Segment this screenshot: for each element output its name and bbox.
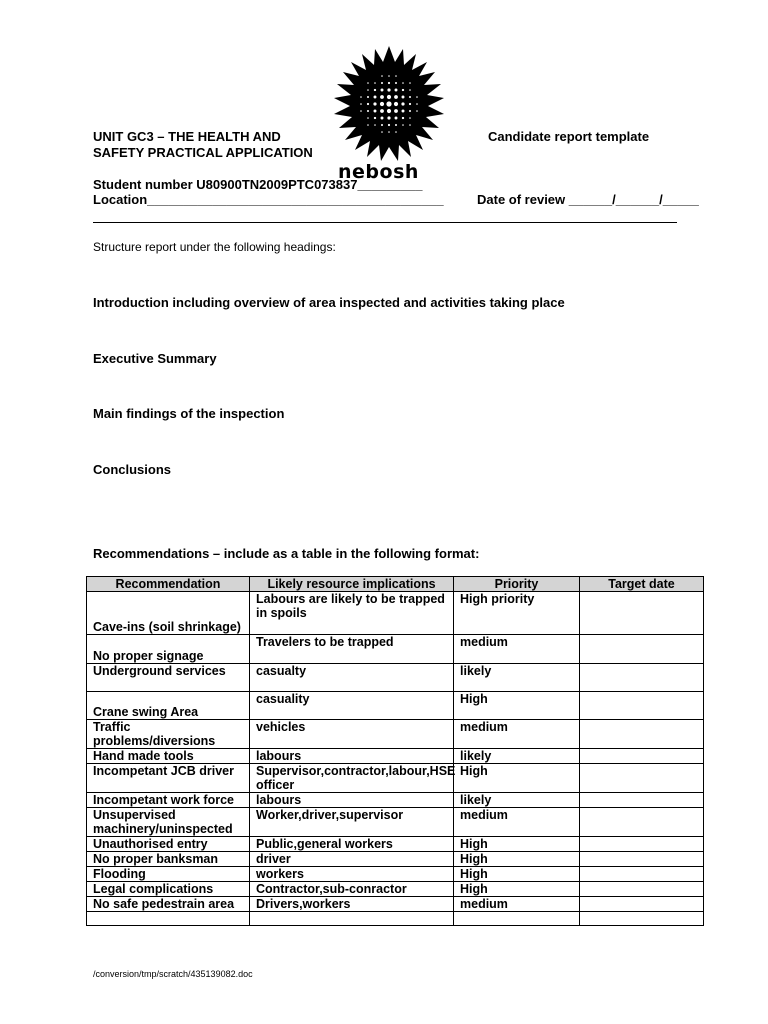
logo-dot (395, 75, 397, 77)
heading-conclusions: Conclusions (93, 462, 172, 477)
logo-dot (367, 89, 369, 91)
table-row (87, 749, 704, 764)
cell-target-date (580, 635, 704, 664)
logo-dot (395, 131, 397, 133)
cell-recommendation: Crane swing Area (87, 692, 250, 720)
logo-dot (367, 82, 369, 84)
column-header: Recommendation (87, 577, 250, 592)
cell-priority: likely (454, 664, 580, 692)
cell-resource (250, 912, 454, 926)
cell-priority: High (454, 837, 580, 852)
cell-resource: Supervisor,contractor,labour,HSE officer (250, 764, 454, 793)
logo-dot (381, 124, 383, 126)
logo-dot (380, 109, 384, 113)
cell-resource: driver (250, 852, 454, 867)
logo-dot (388, 124, 390, 126)
logo-dot (402, 117, 404, 119)
logo-dot (381, 89, 384, 92)
logo-dot (395, 89, 398, 92)
logo-dot (395, 124, 397, 126)
logo-dot (409, 117, 411, 119)
cell-recommendation: Traffic problems/diversions (87, 720, 250, 749)
cell-resource: Contractor,sub-conractor (250, 882, 454, 897)
table-row (87, 664, 704, 692)
cell-target-date (580, 692, 704, 720)
date-of-review: Date of review ______/______/_____ (477, 192, 699, 207)
cell-recommendation (87, 912, 250, 926)
logo-dot (402, 89, 404, 91)
logo-dot (394, 109, 398, 113)
unit-title-line1: UNIT GC3 – THE HEALTH AND (93, 129, 281, 144)
cell-recommendation: No proper banksman (87, 852, 250, 867)
cell-recommendation: Flooding (87, 867, 250, 882)
table-row (87, 692, 704, 720)
template-title: Candidate report template (488, 129, 650, 144)
logo-dot (402, 110, 405, 113)
logo-dot (416, 96, 418, 98)
table-row (87, 808, 704, 837)
cell-target-date (580, 808, 704, 837)
logo-dot (374, 110, 377, 113)
logo-dot (402, 96, 405, 99)
column-header: Target date (580, 577, 704, 592)
table-row (87, 793, 704, 808)
logo-dot (386, 101, 391, 106)
starburst-icon (328, 46, 450, 166)
cell-target-date (580, 749, 704, 764)
cell-target-date (580, 867, 704, 882)
logo-dot (409, 124, 411, 126)
logo-dot (367, 117, 369, 119)
intro-text: Structure report under the following headings: (93, 240, 336, 254)
logo-text: nebosh (338, 161, 419, 183)
cell-priority: medium (454, 897, 580, 912)
logo-dot (416, 103, 418, 105)
logo-dot (388, 131, 390, 133)
cell-resource: casuality (250, 692, 454, 720)
logo-dot (367, 103, 369, 105)
logo-dot (394, 95, 398, 99)
cell-priority: High (454, 882, 580, 897)
logo-dot (387, 88, 390, 91)
cell-priority: medium (454, 808, 580, 837)
logo-dot (387, 116, 390, 119)
column-header: Likely resource implications (250, 577, 454, 592)
table-row (87, 852, 704, 867)
cell-recommendation: Cave-ins (soil shrinkage) (87, 592, 250, 635)
cell-target-date (580, 793, 704, 808)
cell-resource: Public,general workers (250, 837, 454, 852)
logo-dot (395, 117, 398, 120)
cell-priority: High (454, 867, 580, 882)
logo-dot (409, 96, 411, 98)
cell-priority: High (454, 764, 580, 793)
logo-dot (380, 102, 384, 106)
logo-dot (409, 89, 411, 91)
cell-recommendation: Incompetant JCB driver (87, 764, 250, 793)
logo-dot (409, 110, 411, 112)
logo-dot (409, 82, 411, 84)
logo-dot (395, 82, 397, 84)
logo-dot (373, 102, 376, 105)
logo-dot (374, 89, 376, 91)
cell-target-date (580, 897, 704, 912)
table-row (87, 720, 704, 749)
location-field: Location_________________________________________ (93, 192, 444, 207)
logo-dot (381, 82, 383, 84)
logo-dot (401, 102, 404, 105)
cell-recommendation: Legal complications (87, 882, 250, 897)
logo-dot (409, 103, 411, 105)
logo-dot (388, 82, 390, 84)
logo-dot (374, 124, 376, 126)
logo-dot (387, 109, 391, 113)
logo-dot (394, 102, 398, 106)
cell-recommendation: No proper signage (87, 635, 250, 664)
table-header-row (87, 577, 704, 592)
table-row (87, 882, 704, 897)
cell-priority: medium (454, 720, 580, 749)
footer-path: /conversion/tmp/scratch/435139082.doc (93, 969, 253, 979)
cell-resource: Labours are likely to be trapped in spoils (250, 592, 454, 635)
cell-target-date (580, 720, 704, 749)
nebosh-logo (328, 46, 450, 184)
cell-recommendation: Hand made tools (87, 749, 250, 764)
cell-recommendation: No safe pedestrain area (87, 897, 250, 912)
table-row (87, 764, 704, 793)
cell-target-date (580, 882, 704, 897)
header-divider (93, 222, 677, 223)
logo-dot (402, 82, 404, 84)
cell-resource: casualty (250, 664, 454, 692)
table-row (87, 897, 704, 912)
table-row (87, 912, 704, 926)
cell-target-date (580, 837, 704, 852)
cell-priority: medium (454, 635, 580, 664)
heading-recommendations: Recommendations – include as a table in the following format: (93, 546, 480, 561)
cell-resource: vehicles (250, 720, 454, 749)
recommendations-table (86, 576, 704, 926)
student-number: Student number U80900TN2009PTC073837_________ (93, 177, 423, 192)
cell-recommendation: Incompetant work force (87, 793, 250, 808)
table-row (87, 592, 704, 635)
cell-target-date (580, 764, 704, 793)
cell-priority: High (454, 692, 580, 720)
table-row (87, 837, 704, 852)
cell-target-date (580, 592, 704, 635)
cell-resource: workers (250, 867, 454, 882)
logo-dot (374, 82, 376, 84)
cell-recommendation: Underground services (87, 664, 250, 692)
logo-dot (360, 96, 362, 98)
cell-priority: High (454, 852, 580, 867)
cell-target-date (580, 852, 704, 867)
logo-dot (381, 117, 384, 120)
logo-dot (360, 110, 362, 112)
cell-recommendation: Unauthorised entry (87, 837, 250, 852)
logo-dot (374, 117, 376, 119)
logo-dot (374, 96, 377, 99)
table-row (87, 635, 704, 664)
cell-resource: Travelers to be trapped (250, 635, 454, 664)
logo-dot (360, 103, 362, 105)
logo-dot (381, 75, 383, 77)
logo-dot (388, 75, 390, 77)
cell-resource: Drivers,workers (250, 897, 454, 912)
cell-target-date (580, 664, 704, 692)
cell-priority (454, 912, 580, 926)
cell-resource: Worker,driver,supervisor (250, 808, 454, 837)
logo-dot (381, 131, 383, 133)
logo-dot (387, 95, 391, 99)
logo-dot (402, 124, 404, 126)
unit-title-line2: SAFETY PRACTICAL APPLICATION (93, 145, 313, 160)
cell-priority: likely (454, 749, 580, 764)
logo-dot (380, 95, 384, 99)
cell-resource: labours (250, 793, 454, 808)
logo-dot (367, 110, 369, 112)
logo-dot (367, 96, 369, 98)
column-header: Priority (454, 577, 580, 592)
cell-recommendation: Unsupervised machinery/uninspected (87, 808, 250, 837)
cell-target-date (580, 912, 704, 926)
heading-main-findings: Main findings of the inspection (93, 406, 285, 421)
heading-executive-summary: Executive Summary (93, 351, 217, 366)
logo-dot (367, 124, 369, 126)
table-row (87, 867, 704, 882)
cell-priority: High priority (454, 592, 580, 635)
cell-priority: likely (454, 793, 580, 808)
cell-resource: labours (250, 749, 454, 764)
heading-introduction: Introduction including overview of area inspected and activities taking place (93, 295, 565, 310)
logo-dot (416, 110, 418, 112)
